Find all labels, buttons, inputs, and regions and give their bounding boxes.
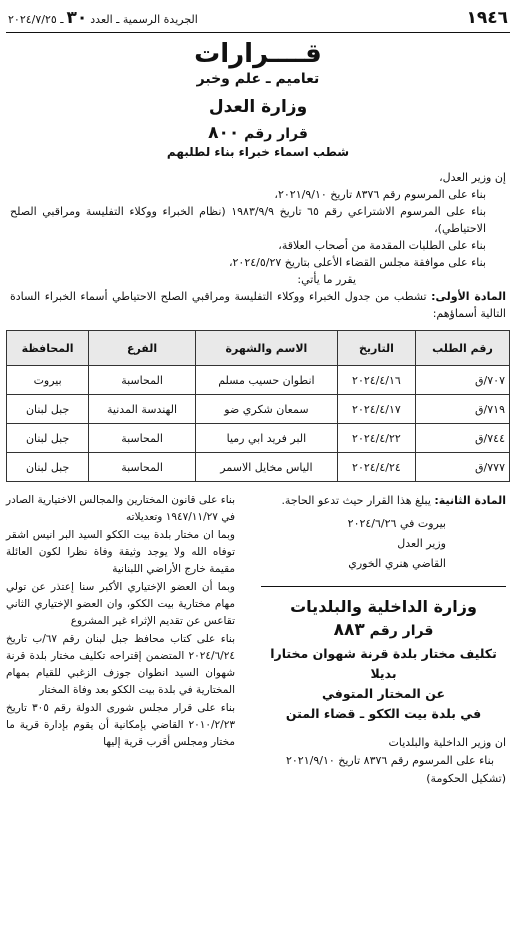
justice-preamble	[10, 169, 506, 322]
table-row	[7, 424, 510, 453]
article-1-label: المادة الأولى:	[431, 290, 506, 303]
preamble-line: بناء على الطلبات المقدمة من أصحاب العلاقة،	[278, 239, 486, 252]
cell-name: انطوان حسيب مسلم	[195, 366, 337, 395]
preamble-line: إن وزير العدل،	[439, 171, 506, 184]
col-date: التاريخ	[337, 331, 415, 366]
cell-request-number: ٧١٩/ق	[415, 395, 509, 424]
article-1	[10, 288, 506, 322]
table-row	[7, 366, 510, 395]
title-line: عن المختار المتوفي	[322, 686, 445, 701]
title-line: في بلدة بيت الككو ـ قضاء المتن	[285, 706, 482, 721]
cell-request-number: ٧٧٧/ق	[415, 453, 509, 482]
two-column-section	[6, 492, 510, 788]
cell-governorate: جبل لبنان	[7, 395, 89, 424]
decides-line: يقرر ما يأتي:	[297, 273, 356, 286]
cell-branch: الهندسة المدنية	[89, 395, 196, 424]
cell-governorate: بيروت	[7, 366, 89, 395]
interior-ministry-heading: وزارة الداخلية والبلديات	[261, 586, 506, 616]
cell-governorate: جبل لبنان	[7, 424, 89, 453]
recital: وبما أن العضو الإختياري الأكبر سنا إعتذر عن تولي مهام مختارية بيت الككو، وان العضو الإختياري الثاني تقاعس عن تقديم الإثراء غير المشروع	[6, 581, 235, 627]
cell-branch: المحاسبة	[89, 453, 196, 482]
section-subtitle: تعاميم ـ علم وخبر	[196, 71, 320, 87]
signed-place-date: بيروت في ٢٠٢٤/٦/٢٦	[347, 517, 446, 530]
interior-decision-title	[261, 644, 506, 724]
gazette-issue-info	[8, 8, 198, 28]
table-row	[7, 395, 510, 424]
preamble-line: بناء على المرسوم الاشتراعي رقم ٦٥ تاريخ ١٩٨٣/٩/٩ (نظام الخبراء ووكلاء التفليسة ومراقبي الصلح الاحتياطي)،	[10, 205, 487, 235]
struck-experts-table	[6, 330, 510, 482]
justice-decision-number	[6, 123, 510, 143]
recital: بناء على كتاب محافظ جبل لبنان رقم ٦٧/ب تاريخ ٢٠٢٤/٦/٢٤ المتضمن إقتراحه تكليف مختار بلدة قرنة شهوان السيد انطوان جوزف الزغبي للقيام بمهام المختارية في بلدة بيت الككو بعد وفاة المختار	[6, 633, 235, 696]
cell-date: ٢٠٢٤/٤/١٦	[337, 366, 415, 395]
cell-branch: المحاسبة	[89, 366, 196, 395]
decision-label: قرار رقم	[244, 126, 308, 142]
right-column	[261, 492, 510, 788]
cell-date: ٢٠٢٤/٤/٢٤	[337, 453, 415, 482]
title-line: تكليف مختار بلدة قرنة شهوان مختارا بديلا	[270, 646, 497, 681]
recital: بناء على قرار مجلس شورى الدولة رقم ٣٠٥ تاريخ ٢٠١٠/٢/٢٣ القاضي بإمكانية أن يقوم بإدارة قرية ما مختار ومجلس أقرب قرية إليها	[6, 702, 236, 748]
cell-branch: المحاسبة	[89, 424, 196, 453]
page-header	[6, 6, 510, 33]
interior-decision-number	[261, 620, 506, 640]
justice-signature-block	[261, 514, 506, 574]
table-header-row	[7, 331, 510, 366]
gazette-page	[6, 0, 510, 788]
decision-number: ٨٨٣	[333, 620, 365, 640]
cell-name: سمعان شكري ضو	[195, 395, 337, 424]
cell-request-number: ٧٠٧/ق	[415, 366, 509, 395]
col-request-number: رقم الطلب	[415, 331, 509, 366]
page-number: ١٩٤٦	[466, 8, 508, 28]
signer-name: القاضي هنري الخوري	[348, 557, 446, 570]
recital: بناء على قانون المختارين والمجالس الاختيارية الصادر في ١٩٤٧/١١/٢٧ وتعديلاته	[6, 494, 235, 523]
justice-decision-title: شطب اسماء خبراء بناء لطلبهم	[166, 145, 350, 159]
gazette-name: الجريدة الرسمية ـ العدد	[90, 13, 198, 26]
preamble-line: ان وزير الداخلية والبلديات	[388, 736, 506, 749]
cell-governorate: جبل لبنان	[7, 453, 89, 482]
preamble-line: بناء على المرسوم رقم ٨٣٧٦ تاريخ ٢٠٢١/٩/١٠،	[274, 188, 486, 201]
section-title: قــــرارات	[194, 39, 322, 69]
preamble-line: بناء على موافقة مجلس القضاء الأعلى بتاريخ ٢٠٢٤/٥/٢٧،	[228, 256, 486, 269]
article-2-label: المادة الثانية:	[434, 494, 506, 507]
preamble-line: بناء على المرسوم رقم ٨٣٧٦ تاريخ ٢٠٢١/٩/١٠	[285, 754, 494, 767]
article-2-text: يبلغ هذا القرار حيث تدعو الحاجة.	[281, 494, 431, 507]
cell-name: البر فريد ابي رميا	[195, 424, 337, 453]
cell-request-number: ٧٤٤/ق	[415, 424, 509, 453]
cell-date: ٢٠٢٤/٤/١٧	[337, 395, 415, 424]
table-row	[7, 453, 510, 482]
signer-title: وزير العدل	[397, 537, 446, 550]
col-governorate: المحافظة	[7, 331, 89, 366]
preamble-line: (تشكيل الحكومة)	[426, 772, 506, 785]
left-column	[6, 492, 251, 788]
cell-date: ٢٠٢٤/٤/٢٢	[337, 424, 415, 453]
article-2	[261, 492, 506, 510]
issue-number: ٣٠	[66, 8, 88, 28]
issue-date: ـ ٢٠٢٤/٧/٢٥	[8, 13, 64, 26]
article-1-text: تشطب من جدول الخبراء ووكلاء التفليسة ومراقبي الصلح الاحتياطي أسماء الخبراء السادة التالية أسماؤهم:	[10, 290, 506, 320]
col-name: الاسم والشهرة	[195, 331, 337, 366]
justice-ministry-heading: وزارة العدل	[208, 97, 308, 117]
col-branch: الفرع	[89, 331, 196, 366]
decision-number: ٨٠٠	[208, 123, 240, 143]
cell-name: الياس مخايل الاسمر	[195, 453, 337, 482]
decision-label: قرار رقم	[369, 623, 434, 639]
recital: وبما ان مختار بلدة بيت الككو السيد البر انيس اشقر توفاه الله ولا يوجد وثيقة وفاة نظرا لكون العائلة مقيمة خارج الأراضي اللبنانية	[6, 529, 235, 575]
